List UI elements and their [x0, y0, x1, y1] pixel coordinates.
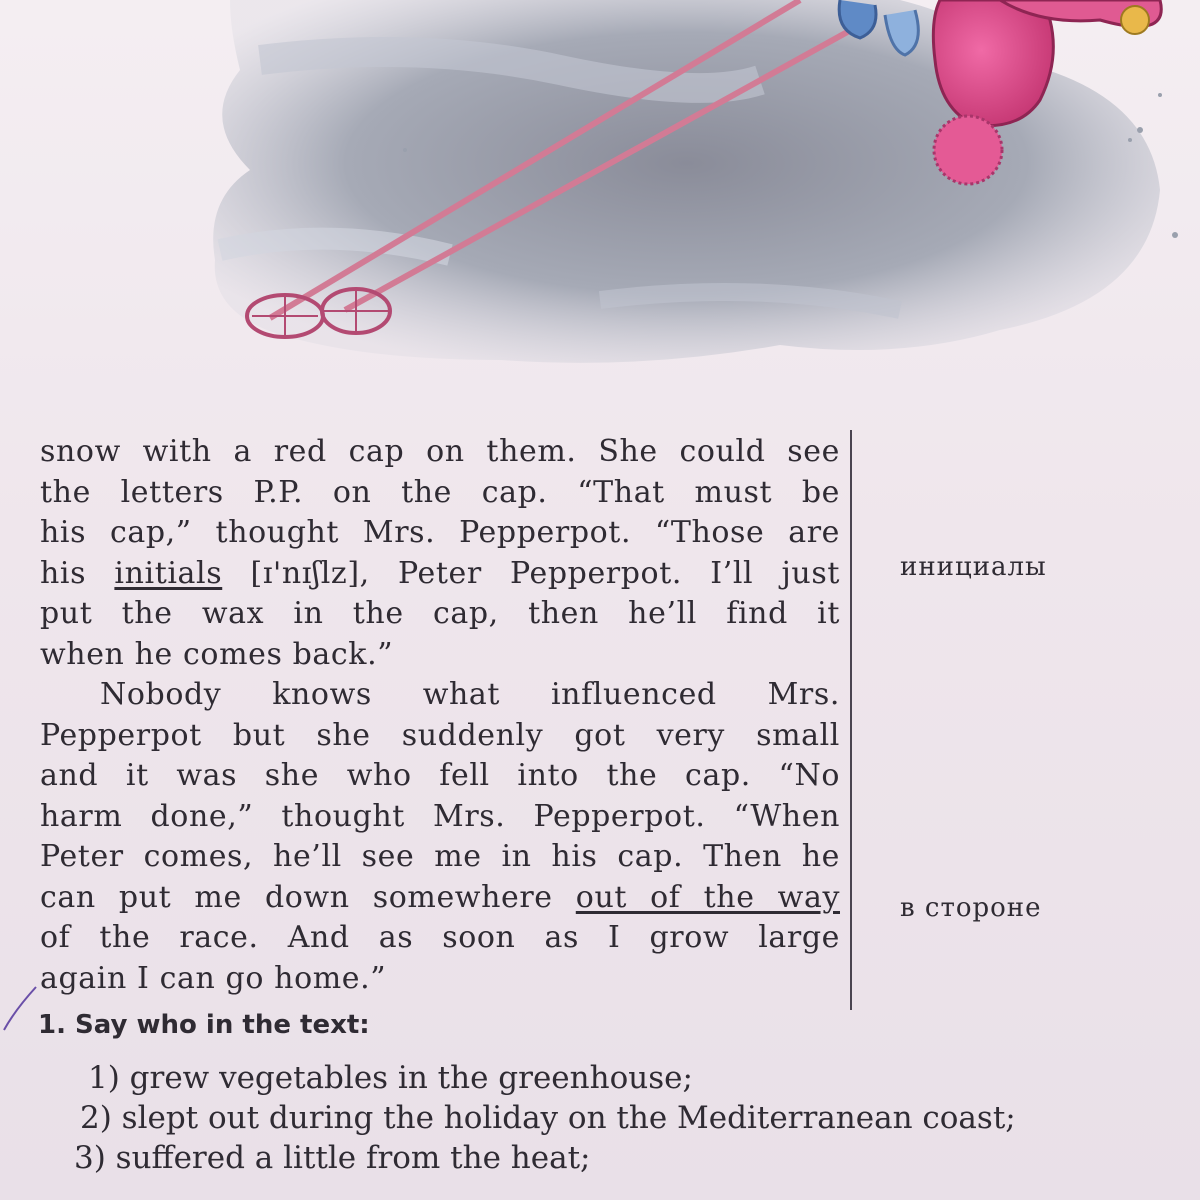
story-line: again I can go home.”	[40, 960, 387, 996]
text-segment: [ɪ'nɪʃlz], Peter Pepperpot. I’ll just	[222, 555, 840, 591]
story-line: of the race. And as soon as I grow large	[40, 920, 840, 955]
story-line: Peter comes, he’ll see me in his cap. Then he	[40, 839, 840, 874]
gloss-initials: инициалы	[900, 552, 1047, 582]
exercise-title: 1. Say who in the text:	[38, 1010, 370, 1040]
skier-illustration	[0, 0, 1200, 430]
story-line: the letters P.P. on the cap. “That must be	[40, 474, 840, 510]
exercise-list	[70, 1058, 1190, 1178]
story-line: his cap,” thought Mrs. Pepperpot. “Those are	[40, 515, 840, 550]
story-line-out-of-the-way	[40, 878, 840, 919]
margin-divider	[850, 430, 852, 1010]
text-segment: can put me down somewhere	[40, 879, 576, 915]
pole-basket-right	[322, 289, 390, 333]
pen-tick-mark	[0, 985, 40, 1035]
exercise-item: 3) suffered a little from the heat;	[74, 1140, 591, 1176]
story-text	[40, 432, 840, 999]
story-line: put the wax in the cap, then he’ll find it	[40, 596, 840, 631]
story-line: and it was she who fell into the cap. “No	[40, 758, 840, 793]
vocab-initials: initials	[114, 555, 223, 591]
story-line: Pepperpot but she suddenly got very small	[40, 717, 840, 753]
exercise-item: 1) grew vegetables in the greenhouse;	[88, 1060, 693, 1096]
gloss-out-of-the-way: в стороне	[900, 893, 1042, 923]
story-line: snow with a red cap on them. She could see	[40, 434, 840, 469]
story-line: when he comes back.”	[40, 636, 394, 672]
story-line-initials	[40, 554, 840, 595]
story-line: Nobody knows what influenced Mrs.	[100, 677, 840, 712]
story-line: harm done,” thought Mrs. Pepperpot. “When	[40, 798, 840, 834]
vocab-out-of-the-way: out of the way	[575, 879, 840, 915]
pole-basket-left	[247, 295, 323, 337]
exercise-item: 2) slept out during the holiday on the Mediterranean coast;	[80, 1100, 1016, 1136]
text-segment: his	[40, 555, 115, 591]
